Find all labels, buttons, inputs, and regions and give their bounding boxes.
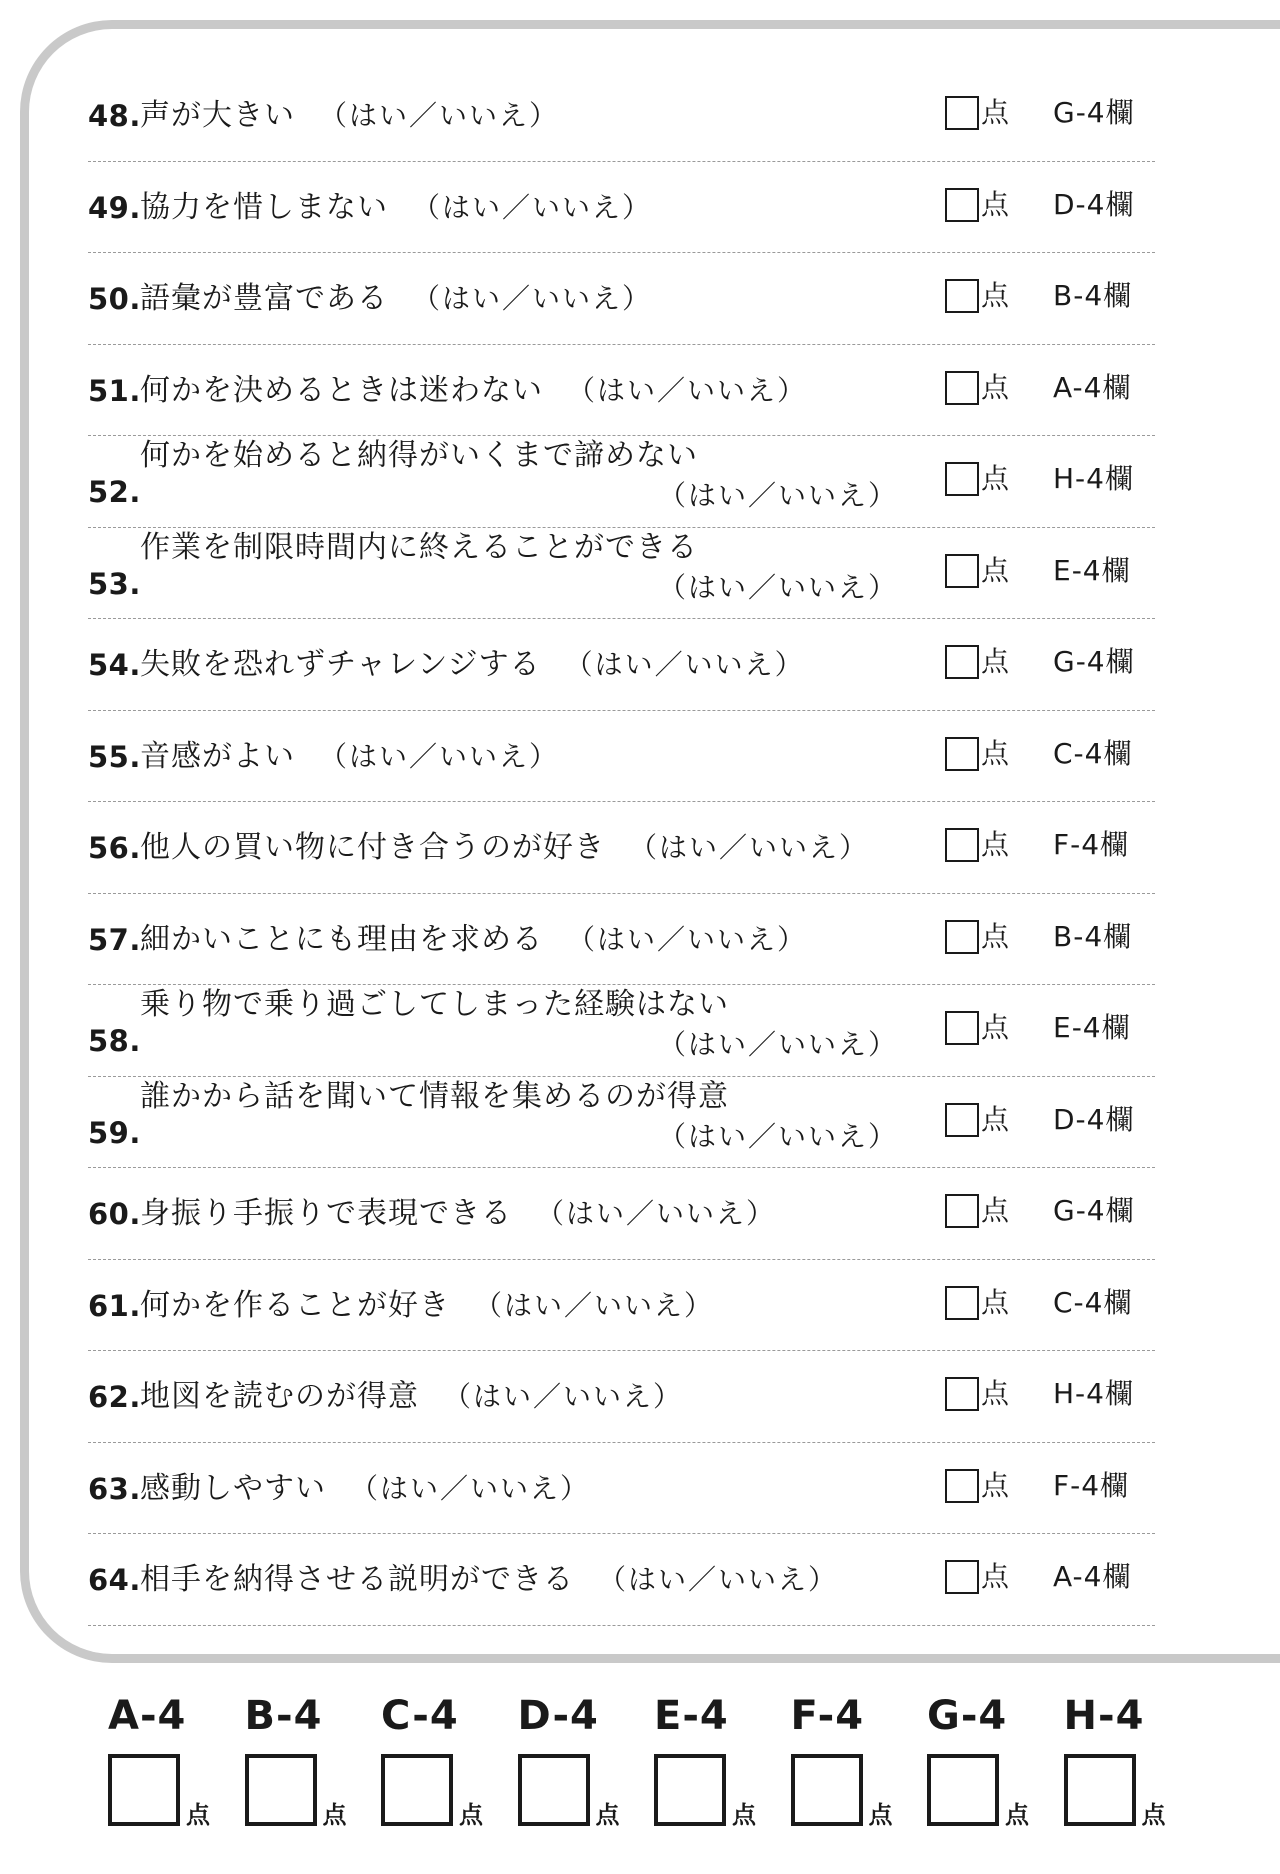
score-unit: 点 (981, 1377, 1010, 1410)
question-text (140, 737, 559, 777)
question-number: 49. (88, 190, 141, 225)
total-label: H-4 (1063, 1693, 1145, 1739)
total-unit: 点 (1005, 1801, 1029, 1829)
answer-choice[interactable]: （はい／いいえ） (412, 282, 653, 315)
question-text (140, 1286, 714, 1326)
question-label: 乗り物で乗り過ごしてしまった経験はない (140, 987, 729, 1022)
answer-choice[interactable]: （はい／いいえ） (598, 1563, 839, 1596)
question-label: 失敗を恐れずチャレンジする (140, 647, 541, 682)
score-box[interactable] (945, 828, 979, 862)
score-unit: 点 (981, 736, 1010, 770)
score-unit: 点 (981, 553, 1010, 587)
score-box[interactable] (945, 188, 979, 222)
question-list (88, 70, 1155, 1626)
score-box[interactable] (945, 1103, 979, 1137)
answer-choice[interactable]: （はい／いいえ） (350, 1471, 591, 1505)
total-score-box[interactable] (245, 1754, 317, 1826)
question-label: 作業を制限時間内に終えることができる (140, 529, 698, 565)
question-label: 音感がよい (140, 738, 295, 774)
score-unit: 点 (981, 1102, 1010, 1136)
question-label: 何かを始めると納得がいくまで諦めない (140, 438, 698, 473)
score-unit: 点 (981, 462, 1010, 495)
total-c-4 (381, 1692, 511, 1852)
question-row (88, 711, 1155, 803)
question-text (140, 645, 805, 685)
total-label: D-4 (517, 1693, 599, 1739)
question-text (140, 96, 559, 136)
answer-choice[interactable]: （はい／いいえ） (567, 373, 808, 407)
answer-choice[interactable]: （はい／いいえ） (567, 922, 808, 956)
total-score-box[interactable] (518, 1754, 590, 1826)
question-text (140, 920, 807, 960)
score-box[interactable] (945, 645, 979, 679)
score-box[interactable] (945, 554, 979, 588)
question-text (140, 371, 807, 411)
column-totals (108, 1692, 1248, 1852)
total-unit: 点 (732, 1801, 756, 1829)
total-unit: 点 (868, 1801, 893, 1829)
answer-choice[interactable]: （はい／いいえ） (319, 99, 560, 132)
total-b-4 (245, 1692, 375, 1852)
target-column: E-4欄 (1053, 1011, 1131, 1044)
question-text (140, 188, 652, 228)
answer-choice[interactable]: （はい／いいえ） (658, 1119, 899, 1153)
total-a-4 (108, 1692, 238, 1852)
score-unit: 点 (981, 187, 1010, 221)
score-unit: 点 (981, 1011, 1010, 1044)
total-label: E-4 (654, 1693, 729, 1739)
total-score-box[interactable] (927, 1754, 999, 1826)
total-unit: 点 (322, 1801, 347, 1829)
question-label: 何かを決めるときは迷わない (140, 372, 543, 408)
score-box[interactable] (945, 1377, 979, 1411)
question-row (88, 619, 1155, 711)
score-box[interactable] (945, 1469, 979, 1503)
question-text (140, 1469, 590, 1509)
question-row (88, 162, 1155, 254)
total-h-4 (1064, 1692, 1194, 1852)
question-text (140, 528, 698, 568)
question-number: 51. (88, 373, 141, 408)
target-column: H-4欄 (1053, 1377, 1134, 1410)
score-unit: 点 (981, 1285, 1010, 1319)
target-column: C-4欄 (1053, 736, 1133, 770)
question-number: 62. (88, 1380, 141, 1414)
question-label: 誰かから話を聞いて情報を集めるのが得意 (140, 1078, 729, 1114)
score-unit: 点 (981, 370, 1010, 404)
total-score-box[interactable] (1064, 1754, 1136, 1826)
question-row (88, 1260, 1155, 1352)
question-label: 相手を納得させる説明ができる (140, 1562, 574, 1597)
answer-choice[interactable]: （はい／いいえ） (658, 479, 899, 512)
question-number: 48. (88, 99, 141, 133)
question-text (140, 1194, 776, 1234)
target-column: F-4欄 (1053, 828, 1130, 861)
total-score-box[interactable] (654, 1754, 726, 1826)
question-number: 56. (88, 831, 141, 865)
total-unit: 点 (1141, 1801, 1166, 1829)
question-text (140, 1560, 838, 1600)
question-row (88, 528, 1155, 620)
target-column: B-4欄 (1053, 919, 1133, 953)
score-unit: 点 (981, 919, 1010, 953)
score-unit: 点 (981, 96, 1010, 129)
question-row (88, 1534, 1155, 1626)
total-unit: 点 (459, 1801, 483, 1829)
question-label: 声が大きい (140, 98, 295, 133)
answer-choice[interactable]: （はい／いいえ） (474, 1288, 715, 1322)
total-score-box[interactable] (381, 1754, 453, 1826)
total-d-4 (518, 1692, 648, 1852)
score-box[interactable] (945, 279, 979, 313)
target-column: G-4欄 (1053, 1194, 1135, 1227)
answer-choice[interactable]: （はい／いいえ） (319, 739, 560, 773)
question-row (88, 985, 1155, 1077)
score-box[interactable] (945, 462, 979, 496)
answer-choice[interactable]: （はい／いいえ） (412, 190, 653, 224)
question-row (88, 1443, 1155, 1535)
score-unit: 点 (981, 645, 1010, 678)
score-unit: 点 (981, 828, 1010, 861)
score-box[interactable] (945, 1011, 979, 1045)
target-column: A-4欄 (1053, 370, 1132, 404)
target-column: H-4欄 (1053, 462, 1134, 495)
question-label: 細かいことにも理由を求める (140, 921, 543, 957)
question-label: 他人の買い物に付き合うのが好き (140, 830, 605, 865)
total-score-box[interactable] (108, 1754, 180, 1826)
target-column: F-4欄 (1053, 1468, 1130, 1502)
question-number: 54. (88, 648, 141, 682)
answer-choice[interactable]: （はい／いいえ） (658, 1028, 899, 1061)
answer-choice[interactable]: （はい／いいえ） (443, 1380, 684, 1413)
total-e-4 (654, 1692, 784, 1852)
score-unit: 点 (981, 1194, 1010, 1227)
target-column: B-4欄 (1053, 279, 1133, 312)
question-label: 身振り手振りで表現できる (140, 1196, 512, 1231)
target-column: A-4欄 (1053, 1560, 1132, 1593)
score-box[interactable] (945, 1560, 979, 1594)
total-g-4 (927, 1692, 1057, 1852)
question-row (88, 802, 1155, 894)
question-text (140, 1077, 729, 1117)
question-text (140, 828, 869, 868)
question-row (88, 1168, 1155, 1260)
question-text (140, 1377, 683, 1417)
question-number: 59. (88, 1115, 141, 1150)
question-row (88, 1077, 1155, 1169)
question-number: 50. (88, 282, 141, 316)
answer-choice[interactable]: （はい／いいえ） (629, 831, 870, 864)
question-row (88, 253, 1155, 345)
target-column: C-4欄 (1053, 1285, 1133, 1319)
question-row (88, 1351, 1155, 1443)
target-column: D-4欄 (1053, 1102, 1135, 1136)
question-number: 60. (88, 1197, 141, 1231)
target-column: G-4欄 (1053, 645, 1135, 678)
total-unit: 点 (595, 1801, 620, 1829)
question-number: 64. (88, 1563, 141, 1597)
total-score-box[interactable] (791, 1754, 863, 1826)
question-label: 感動しやすい (140, 1470, 326, 1506)
question-number: 61. (88, 1288, 141, 1323)
question-number: 53. (88, 566, 141, 601)
target-column: D-4欄 (1053, 187, 1135, 221)
target-column: E-4欄 (1053, 553, 1131, 587)
question-text (140, 985, 729, 1025)
target-column: G-4欄 (1053, 96, 1135, 129)
score-unit: 点 (981, 1560, 1010, 1593)
score-box[interactable] (945, 1194, 979, 1228)
score-box[interactable] (945, 371, 979, 405)
question-number: 63. (88, 1471, 141, 1506)
question-row (88, 345, 1155, 437)
score-box[interactable] (945, 737, 979, 771)
question-label: 協力を惜しまない (140, 189, 388, 225)
score-unit: 点 (981, 279, 1010, 312)
question-text (140, 279, 652, 319)
total-label: A-4 (108, 1693, 187, 1739)
question-number: 57. (88, 922, 141, 957)
total-label: C-4 (381, 1693, 459, 1739)
total-label: G-4 (927, 1693, 1008, 1739)
answer-choice[interactable]: （はい／いいえ） (536, 1197, 777, 1230)
question-number: 58. (88, 1024, 141, 1058)
total-unit: 点 (186, 1801, 210, 1829)
question-row (88, 436, 1155, 528)
question-row (88, 70, 1155, 162)
total-f-4 (791, 1692, 921, 1852)
score-box[interactable] (945, 920, 979, 954)
total-label: B-4 (244, 1693, 323, 1739)
question-row (88, 894, 1155, 986)
answer-choice[interactable]: （はい／いいえ） (658, 570, 899, 604)
score-box[interactable] (945, 96, 979, 130)
score-box[interactable] (945, 1286, 979, 1320)
question-number: 55. (88, 739, 141, 774)
question-number: 52. (88, 475, 141, 509)
question-label: 語彙が豊富である (140, 281, 388, 316)
answer-choice[interactable]: （はい／いいえ） (564, 648, 805, 681)
total-label: F-4 (790, 1693, 865, 1739)
score-unit: 点 (981, 1468, 1010, 1502)
question-label: 何かを作ることが好き (140, 1287, 450, 1323)
question-label: 地図を読むのが得意 (140, 1379, 419, 1414)
question-text (140, 436, 698, 476)
